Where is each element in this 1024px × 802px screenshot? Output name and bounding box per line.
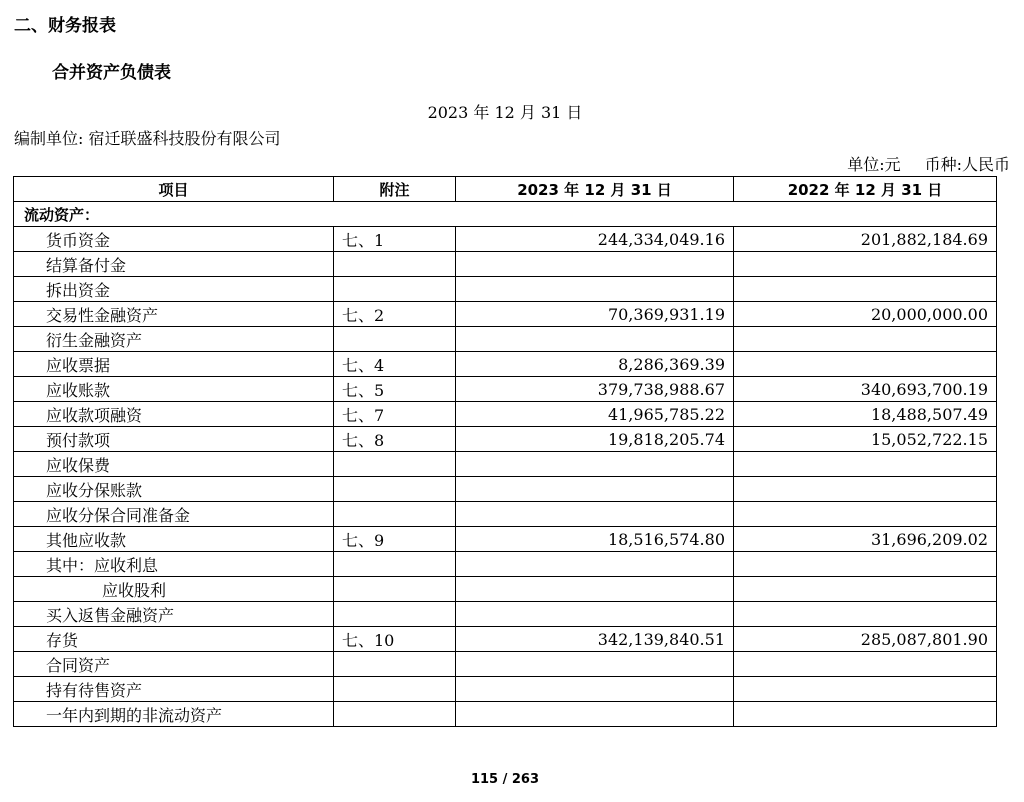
header-item: 项目 bbox=[14, 177, 334, 202]
row-value-2022: 285,087,801.90 bbox=[734, 627, 997, 652]
row-item: 应收账款 bbox=[14, 377, 334, 402]
row-value-2023: 8,286,369.39 bbox=[456, 352, 734, 377]
row-value-2023: 41,965,785.22 bbox=[456, 402, 734, 427]
row-value-2022 bbox=[734, 577, 997, 602]
header-note: 附注 bbox=[334, 177, 456, 202]
row-item: 衍生金融资产 bbox=[14, 327, 334, 352]
table-row bbox=[14, 252, 997, 277]
row-value-2022: 201,882,184.69 bbox=[734, 227, 997, 252]
row-item: 交易性金融资产 bbox=[14, 302, 334, 327]
row-note bbox=[334, 327, 456, 352]
group-row bbox=[14, 202, 997, 227]
row-note: 七、1 bbox=[334, 227, 456, 252]
company-name: 编制单位: 宿迁联盛科技股份有限公司 bbox=[14, 129, 281, 148]
header-2023: 2023 年 12 月 31 日 bbox=[456, 177, 734, 202]
row-value-2023 bbox=[456, 602, 734, 627]
header-2022: 2022 年 12 月 31 日 bbox=[734, 177, 997, 202]
table-header-row bbox=[14, 177, 997, 202]
row-note: 七、5 bbox=[334, 377, 456, 402]
table-row bbox=[14, 477, 997, 502]
row-value-2023 bbox=[456, 502, 734, 527]
row-value-2022 bbox=[734, 652, 997, 677]
row-item: 应收票据 bbox=[14, 352, 334, 377]
unit-label: 单位:元 bbox=[847, 155, 901, 174]
row-note bbox=[334, 577, 456, 602]
row-value-2022: 18,488,507.49 bbox=[734, 402, 997, 427]
row-item: 应收分保账款 bbox=[14, 477, 334, 502]
row-value-2023 bbox=[456, 452, 734, 477]
table-row bbox=[14, 277, 997, 302]
row-value-2023: 70,369,931.19 bbox=[456, 302, 734, 327]
row-note bbox=[334, 502, 456, 527]
table-row bbox=[14, 627, 997, 652]
row-item: 应收款项融资 bbox=[14, 402, 334, 427]
row-value-2022: 20,000,000.00 bbox=[734, 302, 997, 327]
row-item: 持有待售资产 bbox=[14, 677, 334, 702]
row-value-2023: 342,139,840.51 bbox=[456, 627, 734, 652]
row-note bbox=[334, 702, 456, 727]
row-item: 拆出资金 bbox=[14, 277, 334, 302]
report-title: 合并资产负债表 bbox=[52, 63, 171, 83]
table-row bbox=[14, 527, 997, 552]
row-value-2023 bbox=[456, 702, 734, 727]
row-item: 合同资产 bbox=[14, 652, 334, 677]
balance-sheet-table bbox=[13, 176, 997, 727]
row-note bbox=[334, 602, 456, 627]
row-note bbox=[334, 477, 456, 502]
section-heading: 二、财务报表 bbox=[14, 16, 116, 36]
row-note bbox=[334, 552, 456, 577]
row-value-2023 bbox=[456, 652, 734, 677]
row-value-2022 bbox=[734, 677, 997, 702]
table-row bbox=[14, 352, 997, 377]
row-value-2022: 31,696,209.02 bbox=[734, 527, 997, 552]
row-note bbox=[334, 252, 456, 277]
row-value-2023 bbox=[456, 552, 734, 577]
row-value-2022 bbox=[734, 327, 997, 352]
row-item: 应收保费 bbox=[14, 452, 334, 477]
row-item: 一年内到期的非流动资产 bbox=[14, 702, 334, 727]
row-item: 其他应收款 bbox=[14, 527, 334, 552]
table-row bbox=[14, 452, 997, 477]
row-note: 七、4 bbox=[334, 352, 456, 377]
row-item: 买入返售金融资产 bbox=[14, 602, 334, 627]
table-row bbox=[14, 577, 997, 602]
table-row bbox=[14, 302, 997, 327]
unit-currency-line bbox=[823, 152, 1010, 175]
row-value-2022 bbox=[734, 252, 997, 277]
table-row bbox=[14, 652, 997, 677]
group-label: 流动资产： bbox=[14, 202, 997, 227]
row-value-2023 bbox=[456, 327, 734, 352]
currency-label: 币种:人民币 bbox=[924, 155, 1010, 174]
row-value-2023 bbox=[456, 477, 734, 502]
table-row bbox=[14, 677, 997, 702]
report-date: 2023 年 12 月 31 日 bbox=[427, 103, 583, 122]
table-row bbox=[14, 702, 997, 727]
row-value-2022 bbox=[734, 277, 997, 302]
table-row bbox=[14, 602, 997, 627]
table-row bbox=[14, 402, 997, 427]
row-value-2022 bbox=[734, 552, 997, 577]
row-item: 应收分保合同准备金 bbox=[14, 502, 334, 527]
row-item: 结算备付金 bbox=[14, 252, 334, 277]
row-value-2023 bbox=[456, 677, 734, 702]
row-note: 七、10 bbox=[334, 627, 456, 652]
row-value-2022 bbox=[734, 352, 997, 377]
row-value-2023: 244,334,049.16 bbox=[456, 227, 734, 252]
row-note bbox=[334, 452, 456, 477]
row-value-2023: 18,516,574.80 bbox=[456, 527, 734, 552]
row-value-2022 bbox=[734, 477, 997, 502]
row-value-2022 bbox=[734, 702, 997, 727]
row-note: 七、8 bbox=[334, 427, 456, 452]
row-value-2022 bbox=[734, 602, 997, 627]
row-item: 存货 bbox=[14, 627, 334, 652]
row-note: 七、2 bbox=[334, 302, 456, 327]
page-number: 115 / 263 bbox=[470, 772, 540, 787]
row-value-2022: 340,693,700.19 bbox=[734, 377, 997, 402]
row-note: 七、7 bbox=[334, 402, 456, 427]
row-value-2023 bbox=[456, 577, 734, 602]
row-value-2023: 19,818,205.74 bbox=[456, 427, 734, 452]
row-item: 货币资金 bbox=[14, 227, 334, 252]
row-value-2023 bbox=[456, 252, 734, 277]
row-value-2022 bbox=[734, 502, 997, 527]
table-row bbox=[14, 427, 997, 452]
row-value-2023: 379,738,988.67 bbox=[456, 377, 734, 402]
table-row bbox=[14, 552, 997, 577]
table-row bbox=[14, 377, 997, 402]
row-note bbox=[334, 277, 456, 302]
table-row bbox=[14, 502, 997, 527]
row-note bbox=[334, 652, 456, 677]
table-row bbox=[14, 327, 997, 352]
row-note: 七、9 bbox=[334, 527, 456, 552]
row-value-2022: 15,052,722.15 bbox=[734, 427, 997, 452]
row-item: 应收股利 bbox=[14, 577, 334, 602]
row-value-2022 bbox=[734, 452, 997, 477]
row-note bbox=[334, 677, 456, 702]
row-item: 其中：应收利息 bbox=[14, 552, 334, 577]
row-value-2023 bbox=[456, 277, 734, 302]
row-item: 预付款项 bbox=[14, 427, 334, 452]
table-row bbox=[14, 227, 997, 252]
